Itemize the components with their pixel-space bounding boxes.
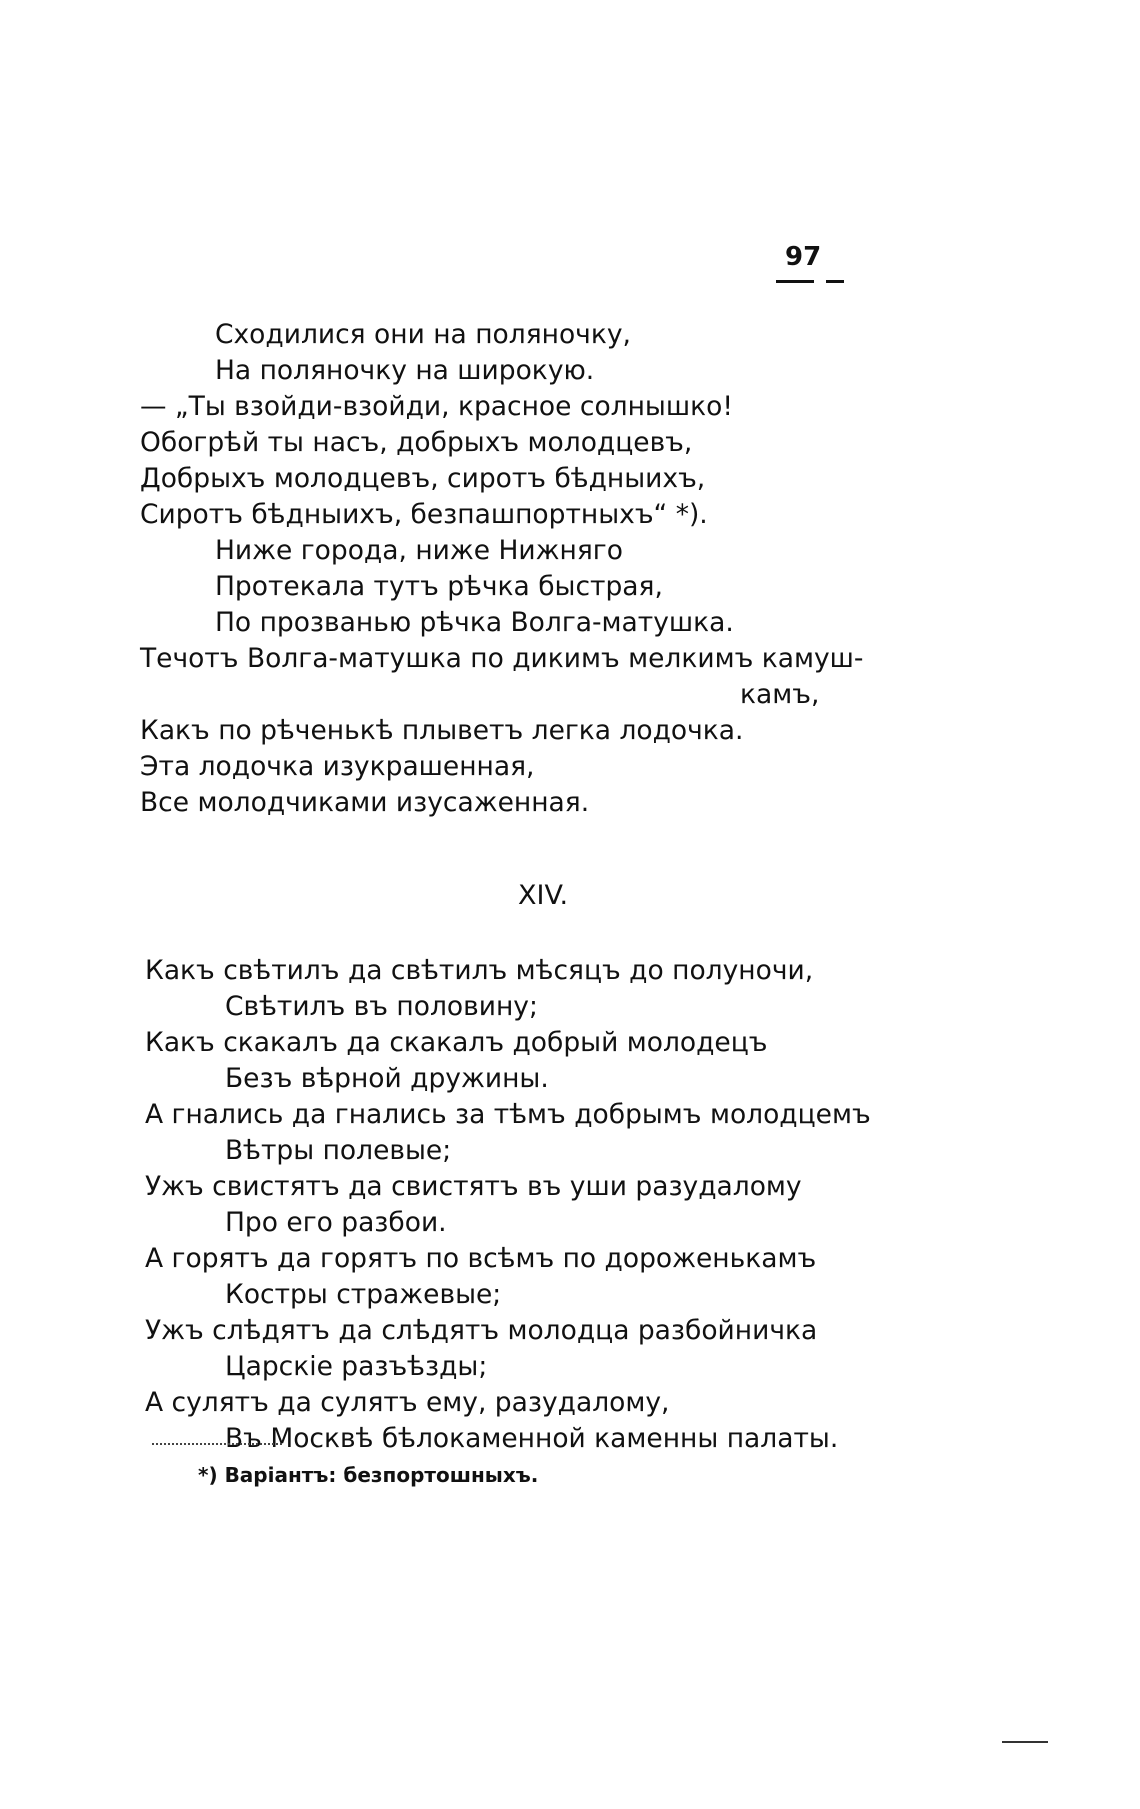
verse-line: Въ Москвѣ бѣлокаменной каменны палаты.: [225, 1423, 839, 1454]
verse-line: Ужъ слѣдятъ да слѣдятъ молодца разбойничка: [145, 1315, 818, 1346]
verse-line: Добрыхъ молодцевъ, сиротъ бѣдныихъ,: [140, 463, 706, 494]
verse-line: Обогрѣй ты насъ, добрыхъ молодцевъ,: [140, 427, 693, 458]
verse-line: Какъ свѣтилъ да свѣтилъ мѣсяцъ до полуночи,: [145, 955, 814, 986]
verse-line: Царскіе разъѣзды;: [225, 1351, 488, 1382]
verse-line: По прозванью рѣчка Волга-матушка.: [215, 607, 734, 638]
verse-line: Сиротъ бѣдныихъ, безпашпортныхъ“ *).: [140, 499, 708, 530]
verse-line: А гнались да гнались за тѣмъ добрымъ молодцемъ: [145, 1099, 871, 1130]
verse-line: Свѣтилъ въ половину;: [225, 991, 538, 1022]
footnote-separator: [152, 1443, 282, 1445]
verse-line-continuation: камъ,: [740, 679, 820, 710]
verse-line: Ниже города, ниже Нижняго: [215, 535, 623, 566]
verse-line: Про его разбои.: [225, 1207, 447, 1238]
footnote: *) Варіантъ: безпортошныхъ.: [198, 1463, 539, 1487]
verse-line: А сулятъ да сулятъ ему, разудалому,: [145, 1387, 670, 1418]
verse-line: Ужъ свистятъ да свистятъ въ уши разудалому: [145, 1171, 802, 1202]
verse-line: А горятъ да горятъ по всѣмъ по дороженькамъ: [145, 1243, 817, 1274]
verse-line: Течотъ Волга-матушка по дикимъ мелкимъ камуш-: [140, 643, 864, 674]
page-edge-mark: [1002, 1741, 1048, 1743]
page-number: 97: [785, 242, 822, 272]
page-number-rule: [826, 280, 844, 283]
verse-line: — „Ты взойди-взойди, красное солнышко!: [140, 391, 733, 422]
verse-line: Протекала тутъ рѣчка быстрая,: [215, 571, 663, 602]
verse-line: Эта лодочка изукрашенная,: [140, 751, 535, 782]
verse-line: Какъ по рѣченькѣ плыветъ легка лодочка.: [140, 715, 744, 746]
verse-line: Безъ вѣрной дружины.: [225, 1063, 549, 1094]
page-number-rule: [776, 280, 814, 283]
verse-line: Все молодчиками изусаженная.: [140, 787, 590, 818]
section-title: XIV.: [518, 880, 569, 911]
verse-line: На поляночку на широкую.: [215, 355, 595, 386]
verse-line: Вѣтры полевые;: [225, 1135, 452, 1166]
verse-line: Костры стражевые;: [225, 1279, 502, 1310]
verse-line: Какъ скакалъ да скакалъ добрый молодецъ: [145, 1027, 768, 1058]
verse-line: Сходилися они на поляночку,: [215, 319, 631, 350]
